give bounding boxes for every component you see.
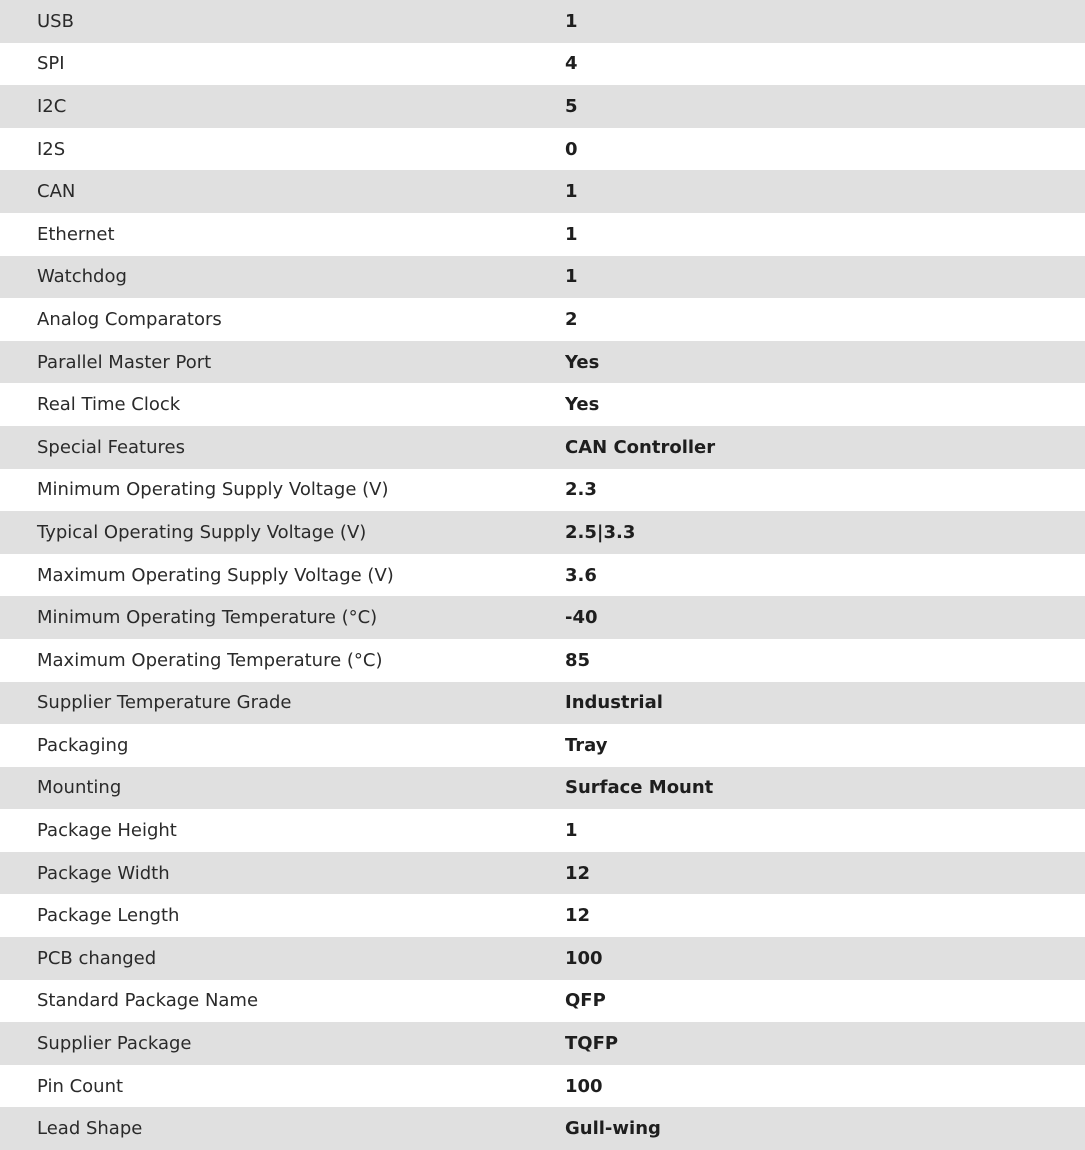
spec-row-mounting <box>0 767 1085 810</box>
spec-value: 2.5|3.3 <box>565 521 636 543</box>
spec-row-standard-package-name <box>0 980 1085 1023</box>
spec-label: Lead Shape <box>37 1118 143 1140</box>
spec-value: Gull-wing <box>565 1118 661 1140</box>
spec-row-ethernet <box>0 213 1085 256</box>
spec-value: 1 <box>565 820 578 842</box>
spec-label: Analog Comparators <box>37 308 222 330</box>
spec-row-max-temperature <box>0 639 1085 682</box>
spec-row-i2c <box>0 85 1085 128</box>
spec-row-typ-supply-voltage <box>0 511 1085 554</box>
spec-row-min-temperature <box>0 596 1085 639</box>
spec-label: Package Length <box>37 905 180 927</box>
spec-row-special-features <box>0 426 1085 469</box>
spec-value: 1 <box>565 10 578 32</box>
spec-value: TQFP <box>565 1033 619 1055</box>
spec-label: Special Features <box>37 436 185 458</box>
spec-label: USB <box>37 10 74 32</box>
spec-row-lead-shape <box>0 1107 1085 1150</box>
spec-value: Yes <box>565 351 600 373</box>
spec-row-package-height <box>0 809 1085 852</box>
spec-row-usb <box>0 0 1085 43</box>
spec-row-pcb-changed <box>0 937 1085 980</box>
spec-label: Watchdog <box>37 266 127 288</box>
spec-label: Minimum Operating Supply Voltage (V) <box>37 479 389 501</box>
spec-row-min-supply-voltage <box>0 469 1085 512</box>
spec-row-max-supply-voltage <box>0 554 1085 597</box>
spec-row-i2s <box>0 128 1085 171</box>
spec-value: -40 <box>565 607 598 629</box>
spec-value: 100 <box>565 947 603 969</box>
spec-value: Tray <box>565 734 608 756</box>
spec-value: 12 <box>565 905 591 927</box>
spec-value: Industrial <box>565 692 663 714</box>
spec-value: CAN Controller <box>565 436 716 458</box>
spec-label: Pin Count <box>37 1075 124 1097</box>
spec-value: QFP <box>565 990 606 1012</box>
spec-label: Maximum Operating Supply Voltage (V) <box>37 564 394 586</box>
spec-row-temperature-grade <box>0 682 1085 725</box>
spec-label: Ethernet <box>37 223 115 245</box>
spec-value: 1 <box>565 223 578 245</box>
spec-value: 4 <box>565 53 578 75</box>
spec-label: Package Height <box>37 820 177 842</box>
spec-row-spi <box>0 43 1085 86</box>
spec-row-packaging <box>0 724 1085 767</box>
spec-label: Supplier Temperature Grade <box>37 692 292 714</box>
spec-row-parallel-master-port <box>0 341 1085 384</box>
spec-row-supplier-package <box>0 1022 1085 1065</box>
spec-value: 100 <box>565 1075 603 1097</box>
spec-label: Packaging <box>37 734 129 756</box>
spec-value: 0 <box>565 138 578 160</box>
spec-row-watchdog <box>0 256 1085 299</box>
spec-value: 2.3 <box>565 479 597 501</box>
spec-value: 85 <box>565 649 591 671</box>
spec-value: Surface Mount <box>565 777 714 799</box>
spec-value: 5 <box>565 95 578 117</box>
spec-label: Standard Package Name <box>37 990 259 1012</box>
spec-value: 1 <box>565 181 578 203</box>
spec-label: Maximum Operating Temperature (°C) <box>37 649 383 671</box>
spec-label: Minimum Operating Temperature (°C) <box>37 607 378 629</box>
spec-value: Yes <box>565 394 600 416</box>
spec-row-package-width <box>0 852 1085 895</box>
spec-value: 2 <box>565 308 578 330</box>
spec-label: PCB changed <box>37 947 157 969</box>
spec-row-can <box>0 170 1085 213</box>
spec-value: 1 <box>565 266 578 288</box>
spec-row-real-time-clock <box>0 383 1085 426</box>
spec-label: Mounting <box>37 777 122 799</box>
spec-label: Real Time Clock <box>37 394 181 416</box>
spec-label: Package Width <box>37 862 170 884</box>
spec-label: I2S <box>37 138 66 160</box>
spec-label: SPI <box>37 53 65 75</box>
spec-label: CAN <box>37 181 76 203</box>
spec-label: I2C <box>37 95 67 117</box>
spec-label: Parallel Master Port <box>37 351 212 373</box>
spec-label: Supplier Package <box>37 1033 192 1055</box>
spec-row-package-length <box>0 894 1085 937</box>
spec-row-pin-count <box>0 1065 1085 1108</box>
spec-value: 12 <box>565 862 591 884</box>
spec-row-analog-comparators <box>0 298 1085 341</box>
spec-value: 3.6 <box>565 564 597 586</box>
spec-label: Typical Operating Supply Voltage (V) <box>37 521 367 543</box>
